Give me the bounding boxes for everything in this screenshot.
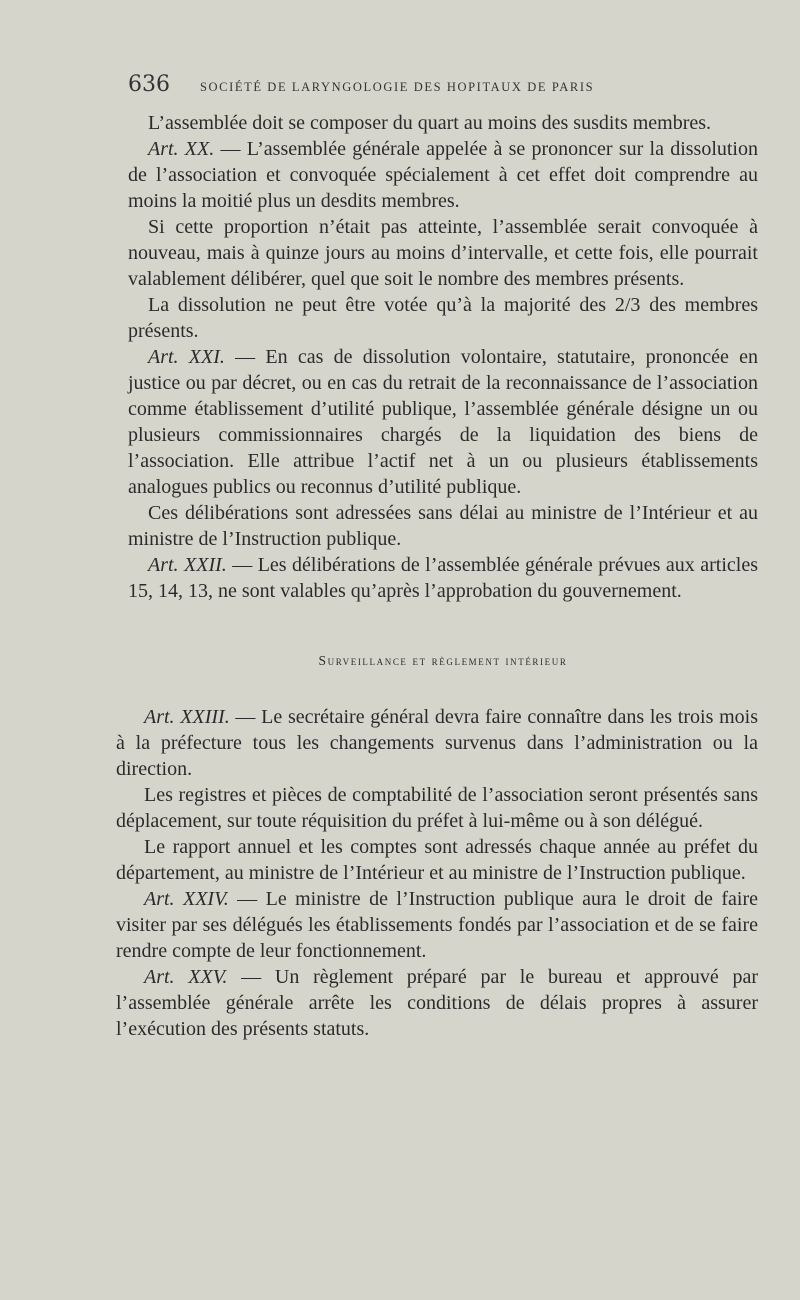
paragraph [116,834,758,886]
article-label: Art. XX. [148,138,215,160]
paragraph [128,110,758,136]
paragraph-text: — L’assemblée générale appelée à se prononcer sur la dissolution de l’association et convoquée spécialement à cet effet doit comprendre au moins la moitié plus un desdits membres. [128,138,758,212]
paragraph [128,214,758,292]
page-body [116,110,759,1042]
paragraph-text: Le rapport annuel et les comptes sont adressés chaque année au préfet du département, au ministre de l’Intérieur et au ministre de l’Instruction publique. [116,836,758,884]
article-label: Art. XXII. [148,554,227,576]
article-label: Art. XXIII. [144,706,230,728]
paragraph-text: — Le ministre de l’Instruction publique aura le droit de faire visiter par ses délégués les établissements fondés par l’association et de se faire rendre compte de leur fonctionnement. [116,888,758,962]
article-label: Art. XXV. [144,966,228,988]
paragraph [128,344,758,500]
paragraph [116,782,758,834]
paragraph-text: Les registres et pièces de comptabilité de l’association seront présentés sans déplacement, sur toute réquisition du préfet à lui-même ou à son délégué. [116,784,758,832]
paragraph-text: La dissolution ne peut être votée qu’à la majorité des 2/3 des membres présents. [128,294,758,342]
page-number: 636 [128,72,170,97]
paragraph [128,136,758,214]
paragraph-text: — Le secrétaire général devra faire connaître dans les trois mois à la préfecture tous les changements survenus dans l’administration ou la direction. [116,706,758,780]
section-body [116,704,758,1042]
paragraph-text: L’assemblée doit se composer du quart au moins des susdits membres. [148,112,712,134]
paragraph [128,552,758,604]
paragraph-text: — Les délibérations de l’assemblée générale prévues aux articles 15, 14, 13, ne sont valables qu’après l’approbation du gouvernement. [128,554,758,602]
paragraph [116,704,758,782]
paragraph-text: Si cette proportion n’était pas atteinte, l’assemblée serait convoquée à nouveau, mais à quinze jours au moins d’intervalle, et cette fois, elle pourrait valablement délibérer, quel que soit le nombre des membres présents. [128,216,758,290]
article-label: Art. XXIV. [144,888,229,910]
paragraph [116,886,758,964]
paragraph-text: Ces délibérations sont adressées sans délai au ministre de l’Intérieur et au ministre de l’Instruction publique. [128,502,758,550]
article-label: Art. XXI. [148,346,225,368]
paragraph [116,964,758,1042]
running-head: SOCIÉTÉ DE LARYNGOLOGIE DES HOPITAUX DE PARIS [200,80,595,94]
page-header [128,72,676,97]
paragraph-text: — Un règlement préparé par le bureau et approuvé par l’assemblée générale arrête les conditions de délais propres à assurer l’exécution des présents statuts. [116,966,759,1040]
paragraph-text: — En cas de dissolution volontaire, statutaire, prononcée en justice ou par décret, ou en cas du retrait de la reconnaissance de l’association comme établissement d’utilité publique, l’assemblée générale désigne un ou plusieurs commissionnaires chargés de la liquidation des biens de l’association. Elle attribue l’actif net à un ou plusieurs établissements analogues publics ou reconnus d’utilité publique. [128,346,758,498]
paragraph [128,292,758,344]
paragraph [128,500,758,552]
section-heading: Surveillance et règlement intérieur [318,653,568,668]
